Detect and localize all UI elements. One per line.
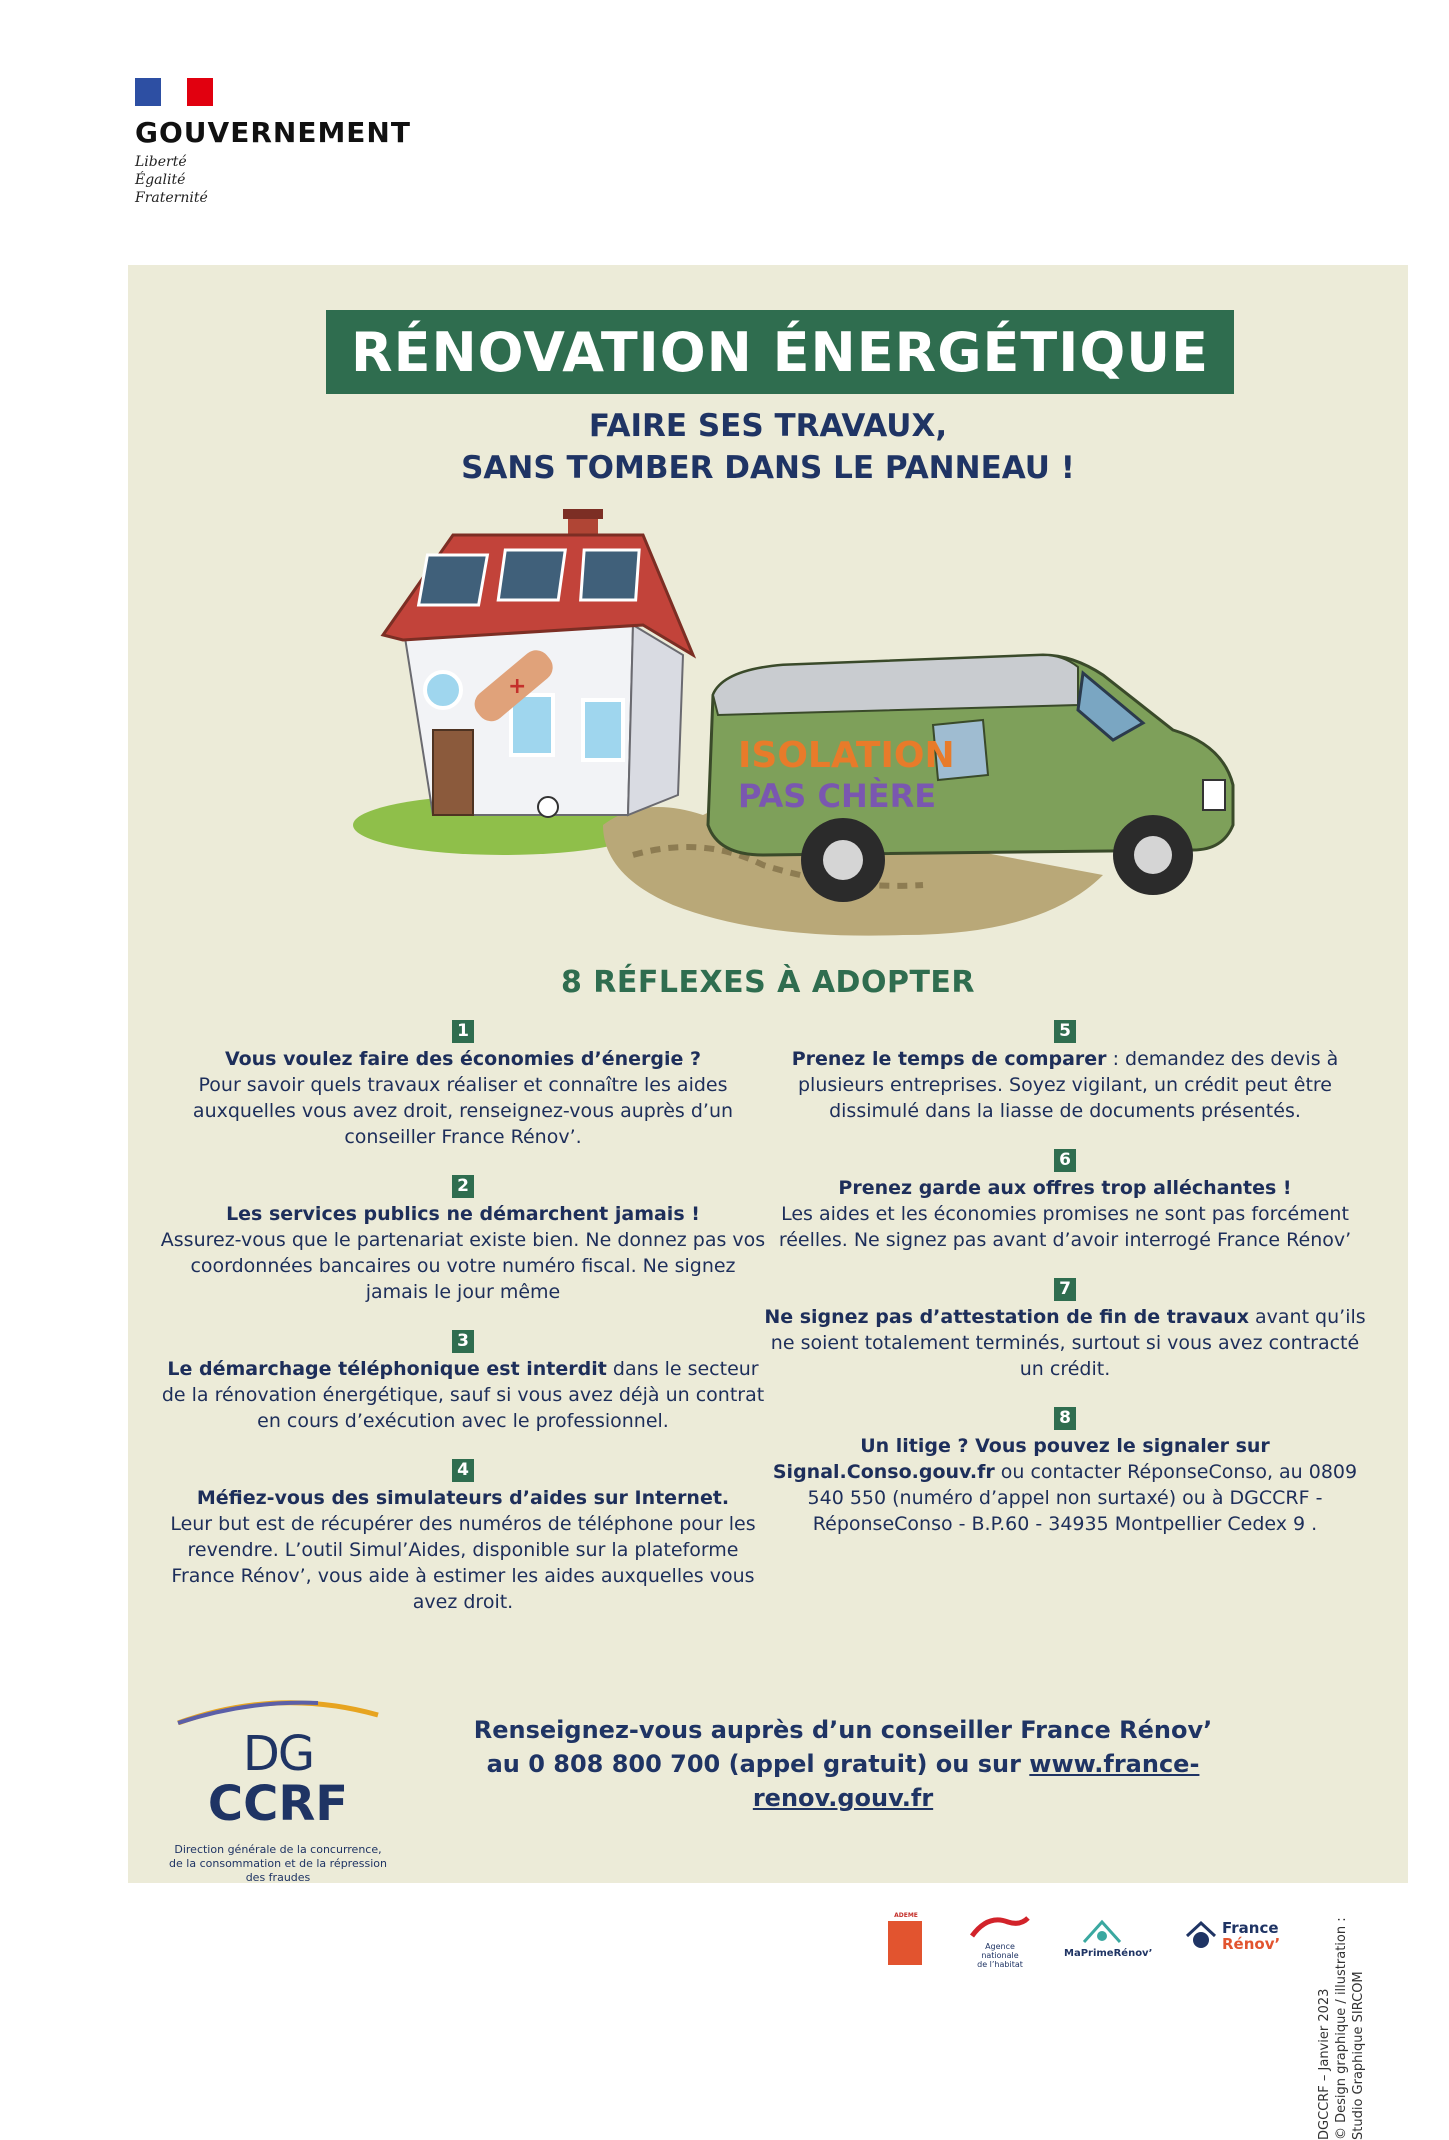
dgccrf-arc-icon [168,1695,388,1725]
reflex-item: 6 Prenez garde aux offres trop alléchantes ! Les aides et les économies promises ne sont pas forcément réelles. Ne signez pas avant d’avoir interrogé France Rénov’ [778,1150,1352,1251]
france-renov-house-icon [1184,1918,1218,1952]
subtitle: FAIRE SES TRAVAUX, SANS TOMBER DANS LE PANNEAU ! [461,408,1075,486]
house-van-illustration [343,495,1293,955]
title-banner [326,310,1234,394]
reflex-number: 2 [452,1175,474,1198]
reflex-item: 1 Vous voulez faire des économies d’énergie ? Pour savoir quels travaux réaliser et connaître les aides auxquelles vous avez droit, renseignez-vous auprès d’un conseiller France Rénov’. [192,1021,734,1148]
anah-logo: Agence nationale de l’habitat [968,1912,1032,1969]
government-logo [135,78,411,207]
anah-swoosh-icon [968,1912,1032,1938]
dgccrf-logo: DG CCRF Direction générale de la concurrence, de la consommation et de la répression des fraudes [168,1695,388,1885]
house-icon [1064,1912,1140,1944]
reflex-number: 8 [1054,1407,1076,1430]
page-title: RÉNOVATION ÉNERGÉTIQUE [351,320,1209,384]
credits: DGCCRF – Janvier 2023 © Design graphique / illustration : Studio Graphique SIRCOM [1317,1917,1366,2140]
van-text-isolation: ISOLATION [738,735,955,776]
contact-info: Renseignez-vous auprès d’un conseiller France Rénov’ au 0 808 800 700 (appel gratuit) ou sur www.france-renov.gouv.fr [473,1716,1213,1812]
reflex-item: 7 Ne signez pas d’attestation de fin de travaux avant qu’ils ne soient totalement terminés, surtout si vous avez contracté un crédit. [764,1279,1366,1380]
government-name: GOUVERNEMENT [135,116,411,149]
reflex-number: 3 [452,1330,474,1353]
maprimerenov-logo: MaPrimeRénov’ [1064,1912,1140,1959]
partner-logos: ADEME Agence nationale de l’habitat MaPrimeRénov’ France Rénov’ [0,1912,1449,2022]
dgccrf-subtitle: Direction générale de la concurrence, de la consommation et de la répression des fraudes [169,1843,387,1884]
reflex-number: 4 [452,1459,474,1482]
reflex-number: 5 [1054,1020,1076,1043]
reflexes-left-column [158,1017,768,1637]
reflex-number: 6 [1054,1149,1076,1172]
reflex-number: 1 [452,1020,474,1043]
reflex-item: 5 Prenez le temps de comparer : demandez des devis à plusieurs entreprises. Soyez vigilant, un crédit peut être dissimulé dans la liasse de documents présentés. [791,1021,1339,1122]
reflexes-right-column [760,1017,1370,1559]
reflex-item: 2 Les services publics ne démarchent jamais ! Assurez-vous que le partenariat existe bien. Ne donnez pas vos coordonnées bancaires ou votre numéro fiscal. Ne signez jamais le jour même [160,1176,766,1303]
reflex-item: 8 Un litige ? Vous pouvez le signaler sur Signal.Conso.gouv.fr ou contacter RéponseConso, au 0809 540 550 (numéro d’appel non surtaxé) ou à DGCCRF - RéponseConso - B.P.60 - 34935 Montpellier Cedex 9 . [772,1408,1358,1535]
section-title: 8 RÉFLEXES À ADOPTER [560,965,976,1000]
marianne-flag-icon [135,78,213,106]
government-motto: Liberté Égalité Fraternité [135,154,208,206]
france-renov-link[interactable]: www.france-renov.gouv.fr [752,1750,1200,1812]
svg-text:+: + [508,674,527,699]
van-text-pas-chere: PAS CHÈRE [738,777,937,815]
reflex-item: 4 Méfiez-vous des simulateurs d’aides sur Internet. Leur but est de récupérer des numéros de téléphone pour les revendre. L’outil Simul’Aides, disponible sur la plateforme France Rénov’, vous aide à estimer les aides auxquelles vous avez droit. [170,1460,756,1613]
reflex-number: 7 [1054,1278,1076,1301]
reflex-item: 3 Le démarchage téléphonique est interdit dans le secteur de la rénovation énergétique, sauf si vous avez déjà un contrat en cours d’exécution avec le professionnel. [161,1331,765,1432]
ademe-logo: ADEME [888,1912,924,1965]
